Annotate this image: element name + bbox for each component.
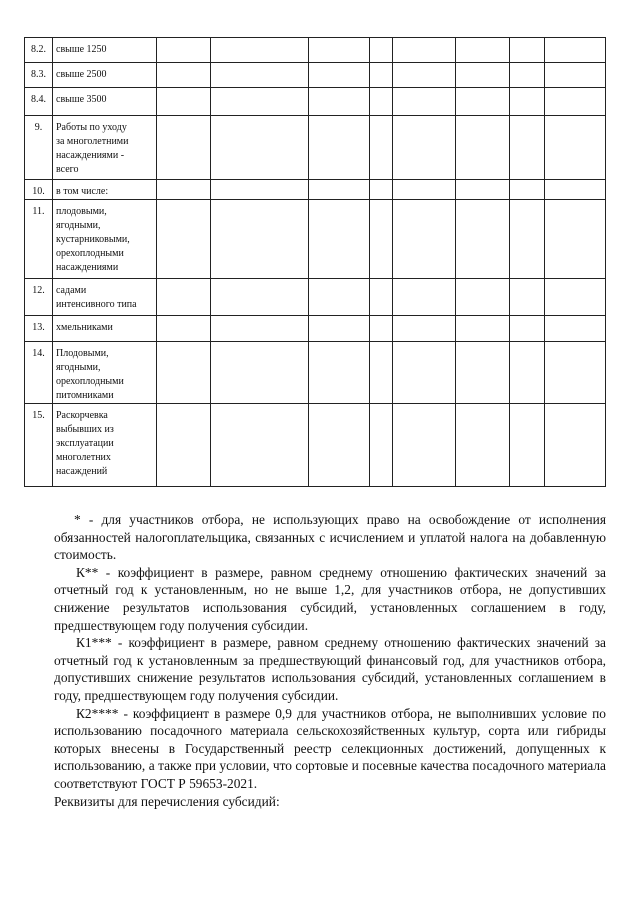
empty-cell	[545, 404, 606, 487]
footnotes	[54, 511, 606, 810]
empty-cell	[157, 38, 211, 63]
row-label	[53, 342, 157, 404]
empty-cell	[157, 404, 211, 487]
empty-cell	[456, 404, 510, 487]
row-number: 8.4.	[25, 88, 53, 116]
empty-cell	[211, 63, 309, 88]
empty-cell	[545, 88, 606, 116]
row-label	[53, 88, 157, 116]
empty-cell	[545, 38, 606, 63]
empty-cell	[211, 38, 309, 63]
row-label-line: свыше 3500	[56, 94, 107, 105]
row-label	[53, 180, 157, 200]
table-row	[25, 342, 606, 404]
row-label-line: насаждениями -	[56, 150, 125, 161]
row-label	[53, 116, 157, 180]
row-label-line: свыше 2500	[56, 69, 107, 80]
empty-cell	[545, 342, 606, 404]
row-number: 15.	[25, 404, 53, 487]
empty-cell	[309, 342, 370, 404]
empty-cell	[510, 316, 545, 342]
empty-cell	[211, 116, 309, 180]
empty-cell	[510, 63, 545, 88]
row-number: 12.	[25, 279, 53, 316]
row-label-line: всего	[56, 164, 79, 175]
row-number: 10.	[25, 180, 53, 200]
empty-cell	[370, 200, 393, 279]
empty-cell	[370, 116, 393, 180]
empty-cell	[309, 200, 370, 279]
empty-cell	[456, 63, 510, 88]
empty-cell	[393, 116, 456, 180]
row-label-line: многолетних	[56, 452, 111, 463]
empty-cell	[211, 200, 309, 279]
empty-cell	[211, 316, 309, 342]
footnote-k1: К1*** - коэффициент в размере, равном среднему отношению фактических значений за отчетный год к установленным за предшествующий финансовый год, для участников отбора, допустивших снижение результатов использования субсидий, установленных соглашением в году, предшествующем году получения субсидии.	[54, 635, 606, 703]
empty-cell	[545, 200, 606, 279]
row-label-line: свыше 1250	[56, 44, 107, 55]
row-number: 14.	[25, 342, 53, 404]
table-row	[25, 116, 606, 180]
empty-cell	[510, 200, 545, 279]
table-row	[25, 180, 606, 200]
row-label	[53, 38, 157, 63]
row-label-line: садами	[56, 285, 87, 296]
empty-cell	[545, 63, 606, 88]
empty-cell	[456, 316, 510, 342]
row-label-line: орехоплодными	[56, 248, 124, 259]
empty-cell	[370, 38, 393, 63]
row-label	[53, 404, 157, 487]
empty-cell	[393, 88, 456, 116]
empty-cell	[211, 279, 309, 316]
empty-cell	[370, 342, 393, 404]
empty-cell	[393, 316, 456, 342]
empty-cell	[510, 38, 545, 63]
empty-cell	[211, 342, 309, 404]
footnote-k: К** - коэффициент в размере, равном среднему отношению фактических значений за отчетный год к установленным, но не выше 1,2, для участников отбора, не допустивших снижение результатов использования субсидий, установленных соглашением в году, предшествующем году получения субсидии.	[54, 564, 606, 633]
empty-cell	[456, 180, 510, 200]
row-label-line: насаждений	[56, 466, 108, 477]
empty-cell	[370, 316, 393, 342]
empty-cell	[545, 316, 606, 342]
empty-cell	[393, 342, 456, 404]
empty-cell	[545, 180, 606, 200]
requisites-line: Реквизиты для перечисления субсидий:	[54, 793, 280, 809]
row-number: 11.	[25, 200, 53, 279]
empty-cell	[393, 63, 456, 88]
row-number: 8.2.	[25, 38, 53, 63]
empty-cell	[545, 279, 606, 316]
empty-cell	[309, 116, 370, 180]
empty-cell	[456, 88, 510, 116]
empty-cell	[510, 404, 545, 487]
empty-cell	[370, 63, 393, 88]
table-row	[25, 279, 606, 316]
empty-cell	[309, 316, 370, 342]
empty-cell	[456, 200, 510, 279]
empty-cell	[456, 38, 510, 63]
row-label	[53, 316, 157, 342]
empty-cell	[157, 342, 211, 404]
empty-cell	[157, 63, 211, 88]
empty-cell	[370, 404, 393, 487]
empty-cell	[157, 279, 211, 316]
empty-cell	[456, 279, 510, 316]
empty-cell	[309, 88, 370, 116]
row-label-line: ягодными,	[56, 362, 101, 373]
table-row	[25, 200, 606, 279]
empty-cell	[157, 88, 211, 116]
empty-cell	[456, 342, 510, 404]
empty-cell	[393, 279, 456, 316]
empty-cell	[211, 180, 309, 200]
row-label-line: Плодовыми,	[56, 348, 109, 359]
row-label	[53, 63, 157, 88]
row-label-line: питомниками	[56, 390, 114, 401]
row-label-line: хмельниками	[56, 322, 113, 333]
empty-cell	[393, 180, 456, 200]
row-label-line: эксплуатации	[56, 438, 114, 449]
table-row	[25, 88, 606, 116]
empty-cell	[370, 88, 393, 116]
row-label-line: орехоплодными	[56, 376, 124, 387]
row-label	[53, 200, 157, 279]
row-number: 9.	[25, 116, 53, 180]
empty-cell	[157, 200, 211, 279]
row-number: 8.3.	[25, 63, 53, 88]
table-row	[25, 316, 606, 342]
empty-cell	[510, 88, 545, 116]
empty-cell	[309, 404, 370, 487]
empty-cell	[510, 116, 545, 180]
empty-cell	[157, 180, 211, 200]
row-label-line: насаждениями	[56, 262, 119, 273]
empty-cell	[393, 200, 456, 279]
row-label-line: Раскорчевка	[56, 410, 108, 421]
empty-cell	[309, 38, 370, 63]
empty-cell	[157, 116, 211, 180]
subsidy-table	[24, 37, 606, 487]
row-label-line: ягодными,	[56, 220, 101, 231]
row-label	[53, 279, 157, 316]
empty-cell	[510, 180, 545, 200]
empty-cell	[393, 38, 456, 63]
row-label-line: интенсивного типа	[56, 299, 137, 310]
table-row	[25, 404, 606, 487]
footnote-k2: К2**** - коэффициент в размере 0,9 для участников отбора, не выполнивших условие по использованию посадочного материала сельскохозяйственных культур, сорта или гибриды которых внесены в Государственный реестр селекционных достижений, допущенных к использованию, а также при условии, что сортовые и посевные качества посадочного материала соответствуют ГОСТ Р 59653-2021.	[54, 705, 606, 791]
table-row	[25, 38, 606, 63]
row-label-line: Работы по уходу	[56, 122, 127, 133]
row-label-line: за многолетними	[56, 136, 129, 147]
empty-cell	[211, 88, 309, 116]
empty-cell	[510, 342, 545, 404]
empty-cell	[393, 404, 456, 487]
empty-cell	[545, 116, 606, 180]
empty-cell	[309, 63, 370, 88]
empty-cell	[370, 180, 393, 200]
row-label-line: плодовыми,	[56, 206, 107, 217]
row-label-line: в том числе:	[56, 186, 109, 197]
empty-cell	[370, 279, 393, 316]
empty-cell	[211, 404, 309, 487]
empty-cell	[309, 279, 370, 316]
footnote-star: * - для участников отбора, не использующих право на освобождение от исполнения обязанностей налогоплательщика, связанных с исчислением и уплатой налога на добавленную стоимость.	[54, 512, 606, 563]
row-label-line: кустарниковыми,	[56, 234, 130, 245]
table-row	[25, 63, 606, 88]
empty-cell	[157, 316, 211, 342]
empty-cell	[510, 279, 545, 316]
empty-cell	[456, 116, 510, 180]
empty-cell	[309, 180, 370, 200]
row-label-line: выбывших из	[56, 424, 114, 435]
row-number: 13.	[25, 316, 53, 342]
